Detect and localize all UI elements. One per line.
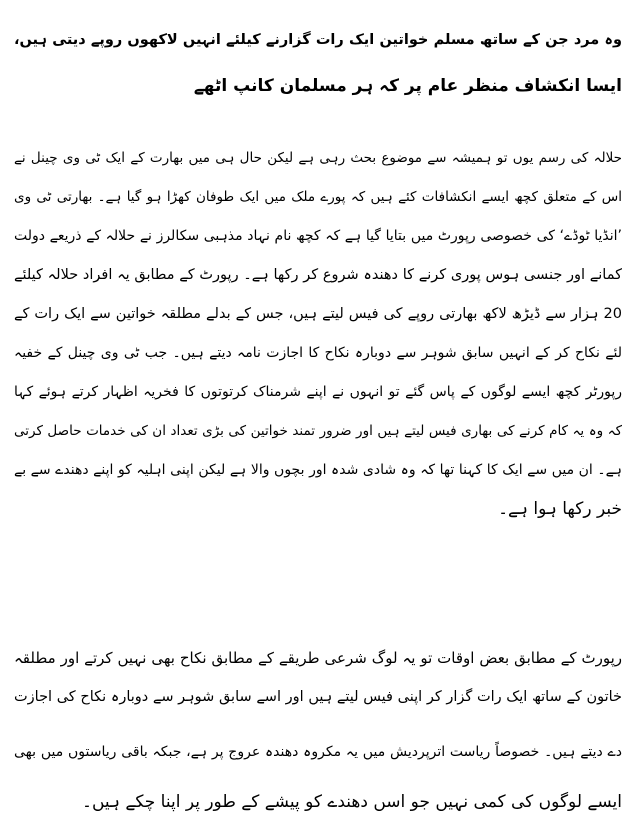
paragraph-2-line: ایسے لوگوں کی کمی نہیں جو اسں دھندے کو پیشے کے طور پر اپنا چکے ہیں۔ [82, 792, 622, 812]
paragraph-1-line: ’انڈیا ٹوڈے‘ کی خصوصی رپورٹ میں بتایا گیا ہے کہ کچھ نام نہاد مذہبی سکالرز نے حلالہ کے ذریعے دولت [14, 228, 622, 244]
paragraph-2-line: رپورٹ کے مطابق بعض اوقات تو یہ لوگ شرعی طریقے کے مطابق نکاح بھی نہیں کرتے اور مطلقہ [14, 649, 622, 667]
paragraph-1-line: 20 ہزار سے ڈیڑھ لاکھ بھارتی روپے کی فیس لیتے ہیں، جس کے بدلے مطلقہ خواتین سے ایک رات کے [14, 306, 622, 322]
headline-line-1: وہ مرد جن کے ساتھ مسلم خواتین ایک رات گزارنے کیلئے انہیں لاکھوں روپے دیتی ہیں، [14, 32, 622, 48]
paragraph-1-line: رپورٹر کچھ ایسے لوگوں کے پاس گئے تو انہوں نے اپنے شرمناک کرتوتوں کا فخریہ اظہار کرتے ہوئے کہا [14, 384, 622, 400]
paragraph-1-line: خبر رکھا ہوا ہے۔ [498, 499, 622, 519]
paragraph-1-line: کمانے اور جنسی ہوس پوری کرنے کا دھندہ شروع کر رکھا ہے۔ رپورٹ کے مطابق یہ افراد حلالہ کیلئے [14, 267, 622, 283]
paragraph-2-line: دے دیتے ہیں۔ خصوصاً ریاست اترپردیش میں یہ مکروہ دھندہ عروج پر ہے، جبکہ باقی ریاستوں میں بھی [14, 744, 622, 760]
paragraph-1-line: کہ وہ یہ کام کرنے کی بھاری فیس لیتے ہیں اور ضرور تمند خواتین کی بڑی تعداد ان کی خدمات حاصل کرتی [14, 423, 622, 439]
paragraph-1-line: ہے۔ ان میں سے ایک کا کہنا تھا کہ وہ شادی شدہ اور بچوں والا ہے لیکن اپنی اہلیہ کو اپنے دھندے سے بے [14, 462, 622, 478]
paragraph-1-line: لئے نکاح کر کے انہیں سابق شوہر سے دوبارہ نکاح کا اجازت نامہ دیتے ہیں۔ جب ٹی وی چینل کے خفیہ [14, 345, 622, 361]
paragraph-1-line: حلالہ کی رسم یوں تو ہمیشہ سے موضوع بحث رہی ہے لیکن حال ہی میں بھارت کے ایک ٹی وی چینل نے [14, 150, 622, 166]
headline-line-2: ایسا انکشاف منظر عام پر کہ ہر مسلمان کانپ اٹھے [193, 76, 622, 96]
paragraph-2-line: خاتون کے ساتھ ایک رات گزار کر اپنی فیس لیتے ہیں اور اسے سابق شوہر سے دوبارہ نکاح کی اجازت [14, 689, 622, 705]
paragraph-1-line: اس کے متعلق کچھ ایسے انکشافات کئے ہیں کہ پورے ملک میں ایک طوفان کھڑا ہو گیا ہے۔ بھارتی ٹی وی [14, 189, 622, 205]
